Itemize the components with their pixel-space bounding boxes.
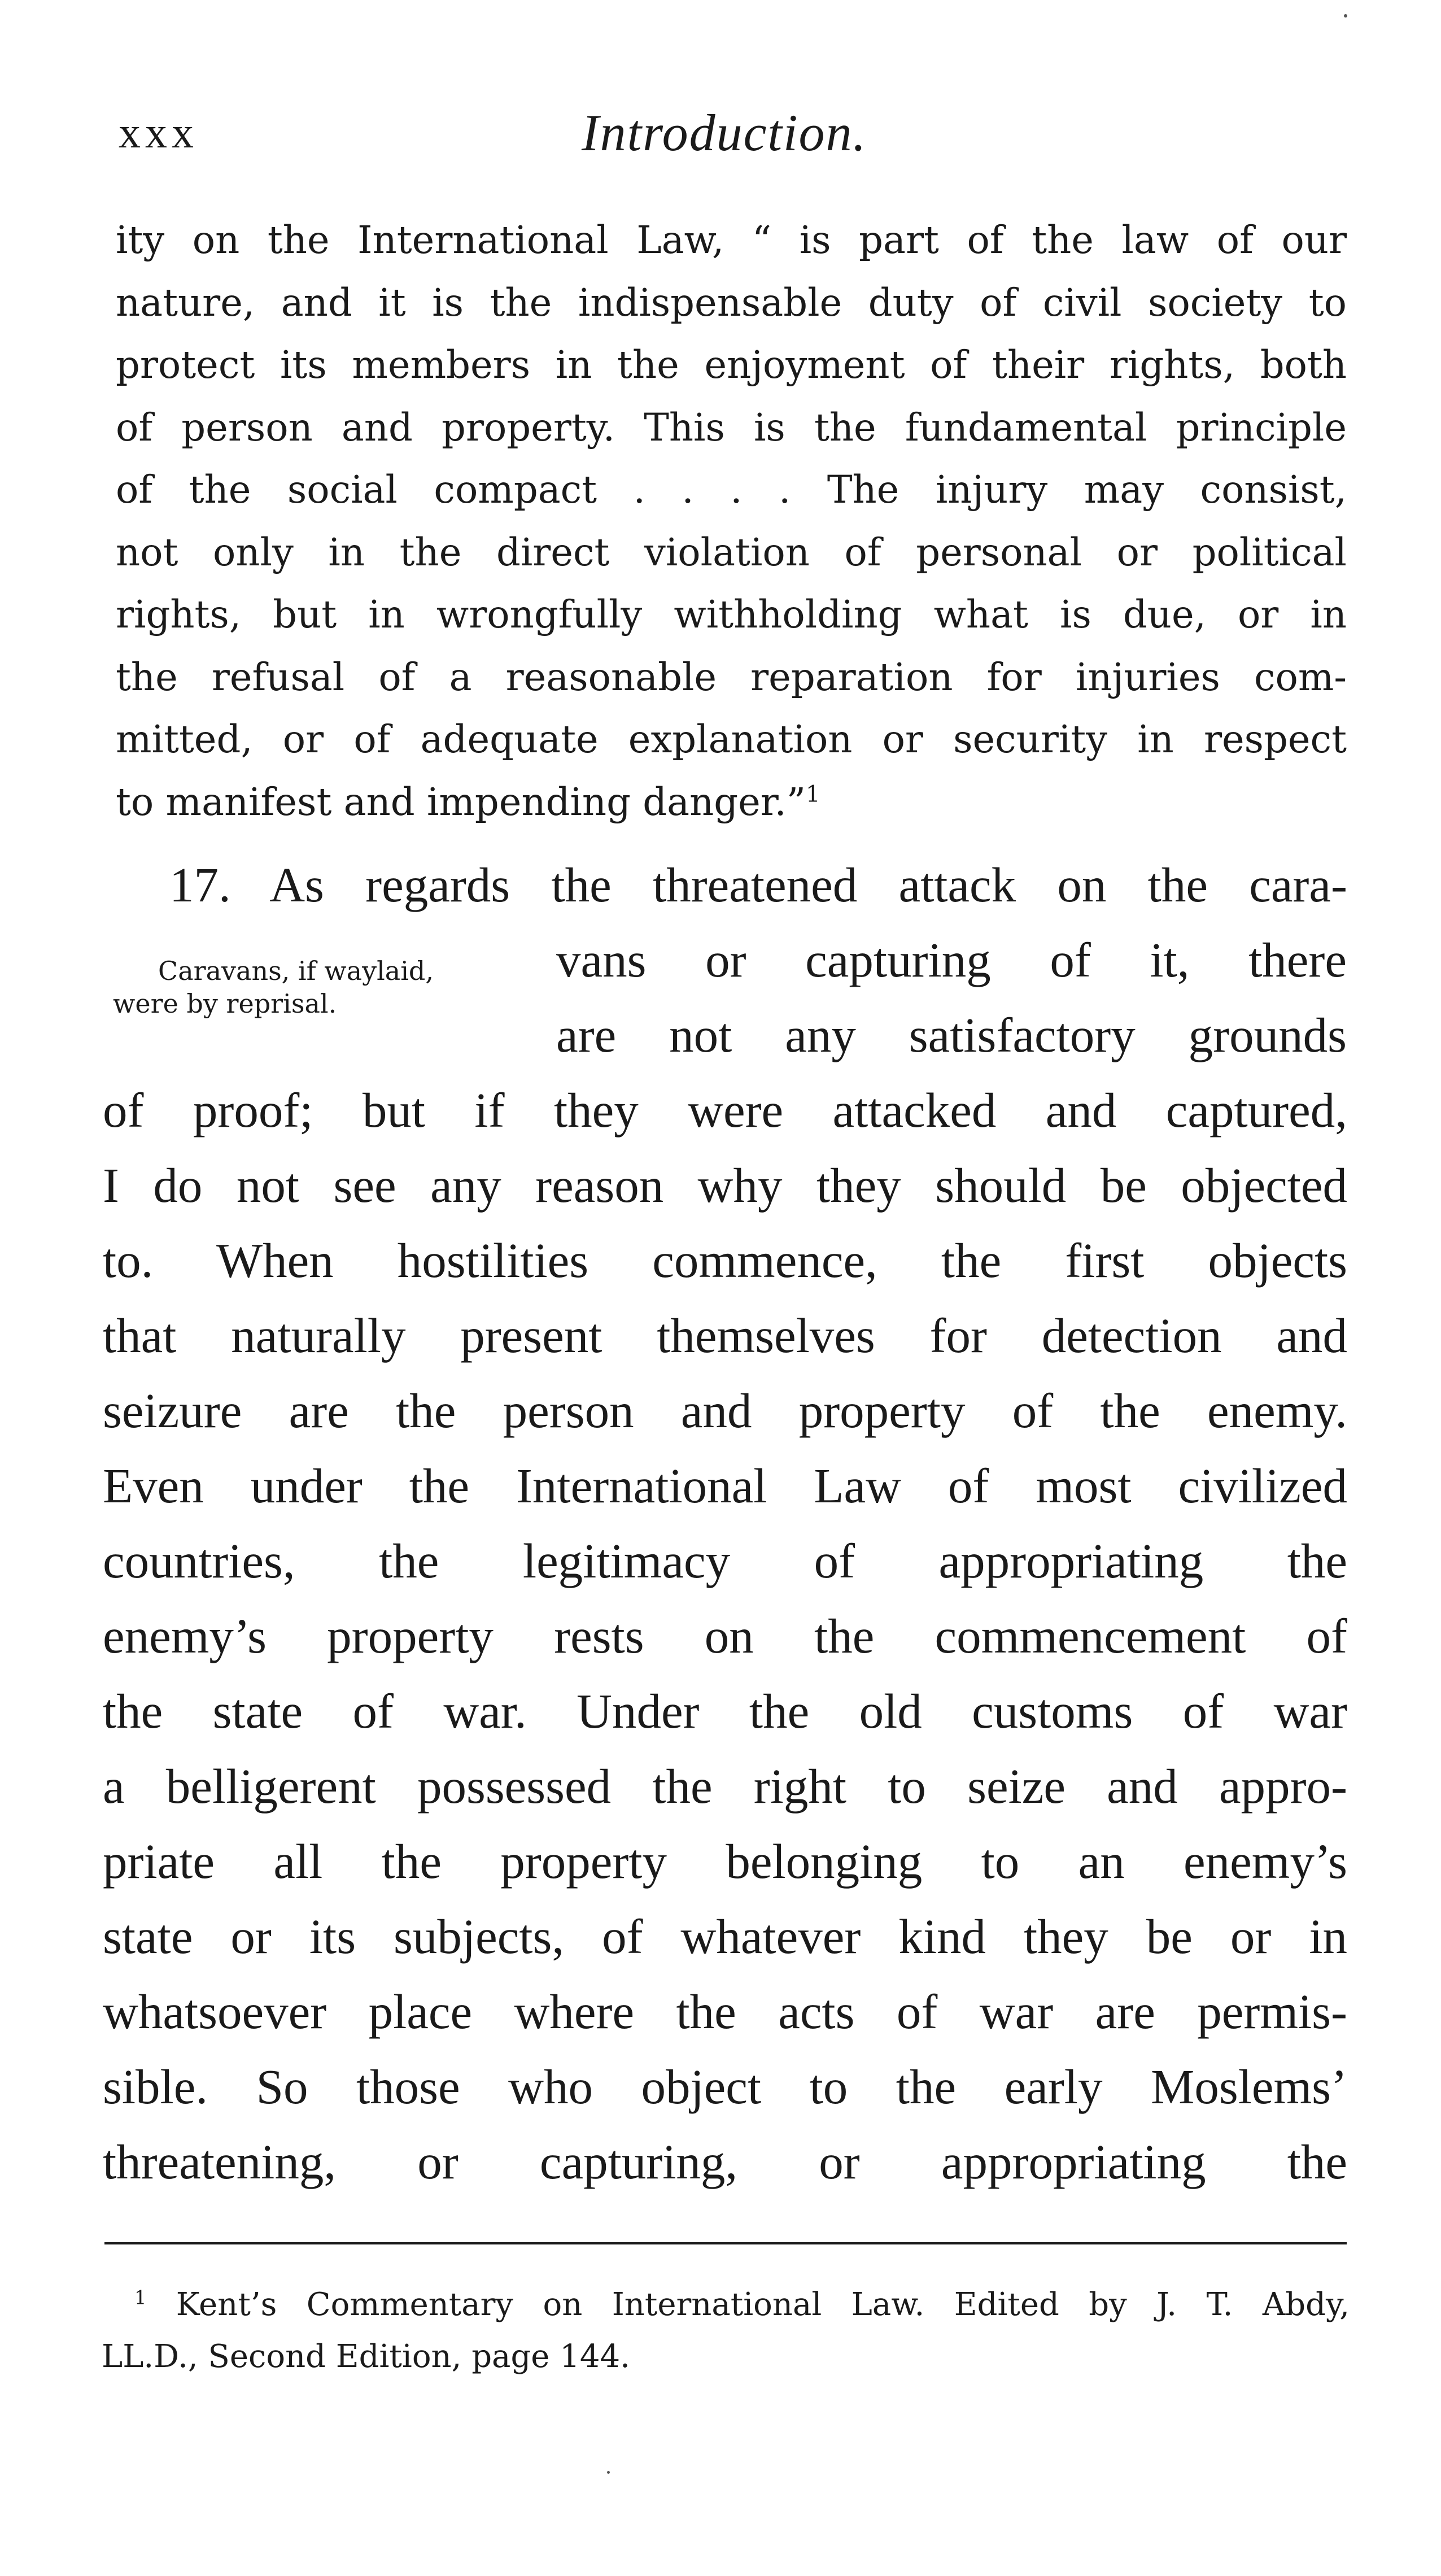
sidenote-line: were by reprisal. (113, 988, 337, 1019)
scan-speck (607, 2471, 610, 2474)
quote-line: of the social compact . . . . The injury may consist, (116, 468, 1347, 512)
footnote-text: Kent’s Commentary on International Law. Edited by J. T. Abdy, (176, 2286, 1350, 2323)
page-number: xxx (119, 108, 198, 157)
quote-line: rights, but in wrongfully withholding what is due, or in (116, 592, 1347, 637)
paragraph-line: vans or capturing of it, there (556, 932, 1347, 987)
paragraph-line: priate all the property belonging to an enemy’s (103, 1834, 1347, 1889)
paragraph-line: of proof; but if they were attacked and captured, (103, 1083, 1347, 1137)
quote-line: not only in the direct violation of personal or political (116, 530, 1347, 574)
running-head: Introduction. (582, 104, 867, 162)
paragraph-line: that naturally present themselves for detection and (103, 1308, 1347, 1363)
quote-line-last (116, 771, 1347, 834)
page-header (119, 104, 1344, 175)
footnote-reference: 1 (806, 781, 820, 808)
quote-line: mitted, or of adequate explanation or security in respect (116, 717, 1347, 761)
paragraph-line: I do not see any reason why they should be objected (103, 1158, 1347, 1213)
paragraph-line: enemy’s property rests on the commencement of (103, 1609, 1347, 1663)
paragraph-line: state or its subjects, of whatever kind they be or in (103, 1909, 1347, 1964)
quote-line: of person and property. This is the fundamental principle (116, 405, 1347, 450)
quote-line: the refusal of a reasonable reparation for injuries com- (116, 655, 1347, 699)
paragraph-line: threatening, or capturing, or appropriating the (103, 2134, 1347, 2189)
paragraph-line: countries, the legitimacy of appropriating the (103, 1533, 1347, 1588)
paragraph-line: whatsoever place where the acts of war are permis- (103, 1984, 1347, 2039)
paragraph-line: to. When hostilities commence, the first objects (103, 1233, 1347, 1288)
footnote-rule (104, 2242, 1347, 2244)
paragraph-line: are not any satisfactory grounds (556, 1008, 1347, 1062)
quote-line: protect its members in the enjoyment of their rights, both (116, 343, 1347, 387)
quote-line-text: to manifest and impending danger.” (116, 779, 806, 824)
paragraph-line: sible. So those who object to the early Moslems’ (103, 2059, 1347, 2114)
footnote (102, 2279, 1350, 2383)
scan-speck (1344, 14, 1347, 18)
footnote-line: LL.D., Second Edition, page 144. (102, 2338, 630, 2375)
footnote-marker: 1 (134, 2286, 147, 2309)
footnote-line (102, 2279, 1350, 2331)
paragraph-line: seizure are the person and property of the enemy. (103, 1383, 1347, 1438)
quote-line: ity on the International Law, “ is part of the law of our (116, 218, 1347, 262)
sidenote-line: Caravans, if waylaid, (158, 956, 434, 986)
quotation-block (116, 209, 1347, 833)
paragraph-line: a belligerent possessed the right to seize and appro- (103, 1759, 1347, 1814)
paragraph-line: 17. As regards the threatened attack on the cara- (169, 857, 1347, 912)
paragraph-line: the state of war. Under the old customs of war (103, 1684, 1347, 1738)
margin-sidenote (113, 954, 519, 1020)
paragraph-line: Even under the International Law of most civilized (103, 1458, 1347, 1513)
quote-line: nature, and it is the indispensable duty of civil society to (116, 280, 1347, 325)
